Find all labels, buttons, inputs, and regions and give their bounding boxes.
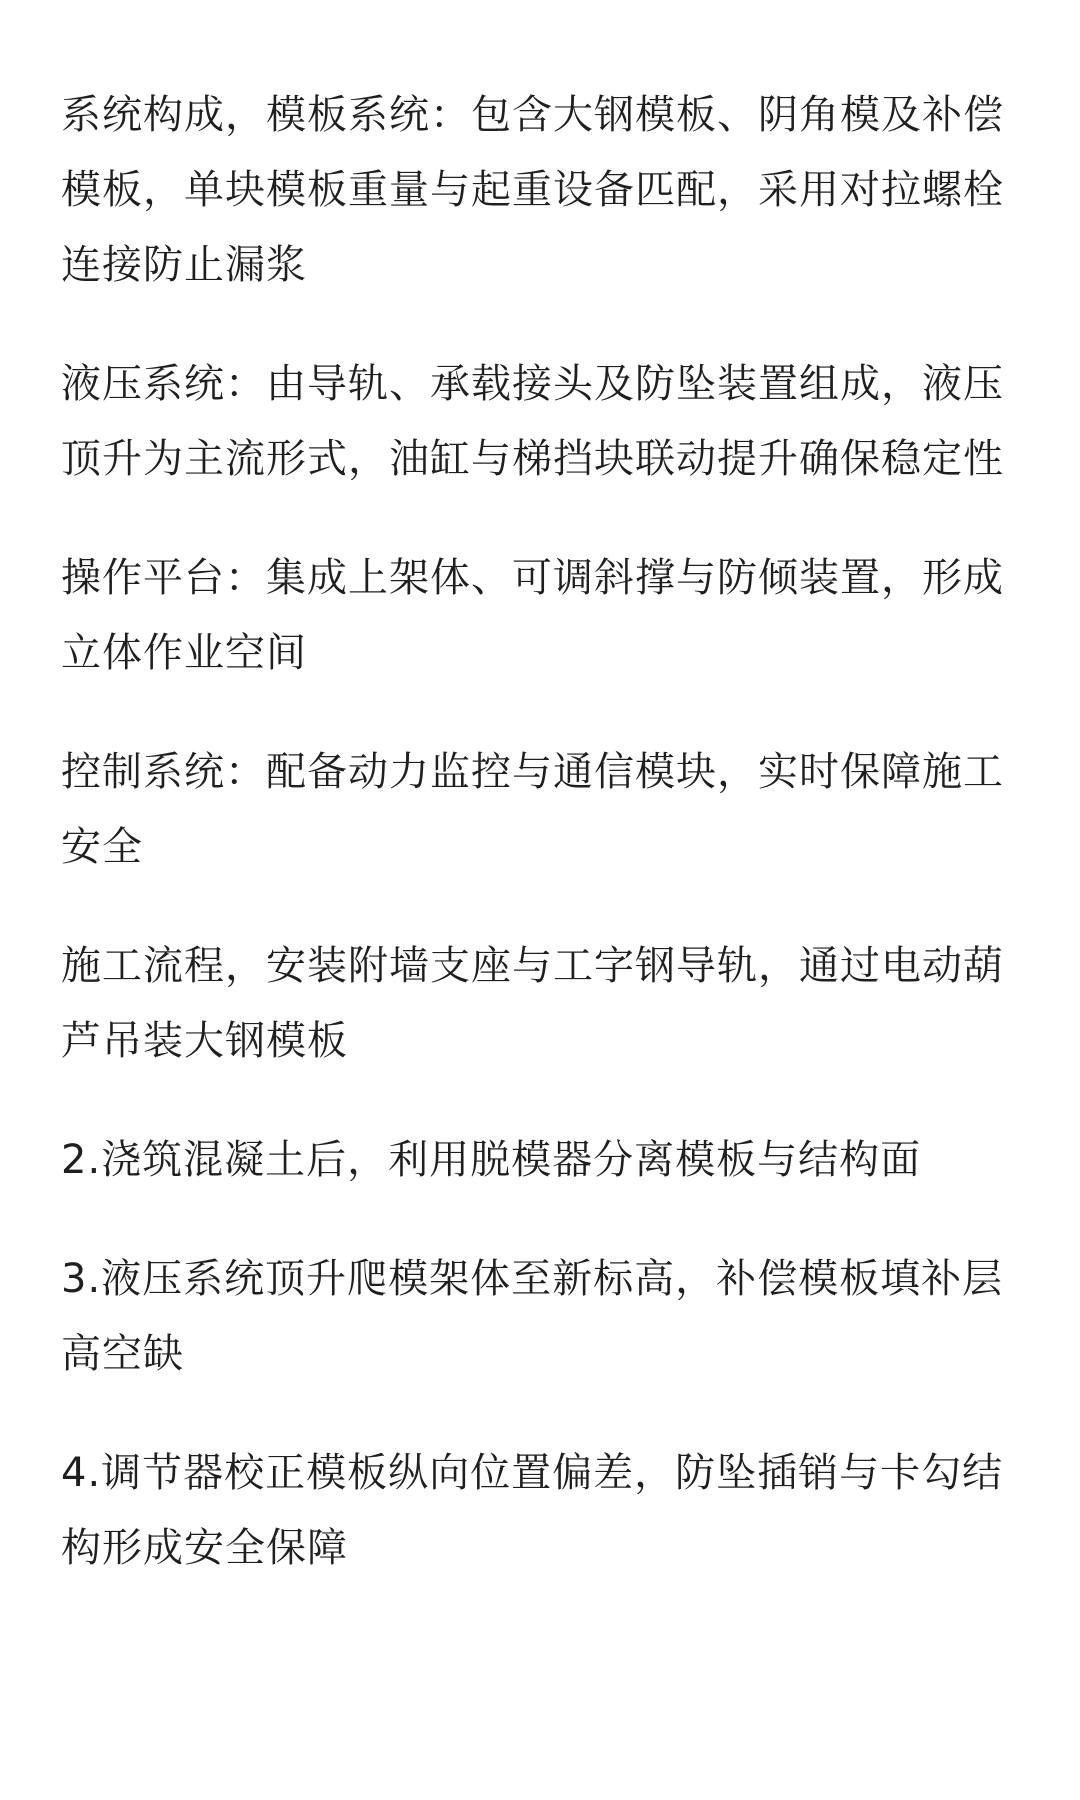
paragraph-control-system: 控制系统：配备动力监控与通信模块，实时保障施工安全 — [61, 749, 1004, 870]
paragraph-step-3: 3.液压系统顶升爬模架体至新标高，补偿模板填补层高空缺 — [61, 1256, 1004, 1377]
paragraph-step-2: 2.浇筑混凝土后，利用脱模器分离模板与结构面 — [61, 1137, 922, 1183]
paragraph-construction-process: 施工流程，安装附墙支座与工字钢导轨，通过电动葫芦吊装大钢模板 — [61, 943, 1004, 1064]
paragraph-step-4: 4.调节器校正模板纵向位置偏差，防坠插销与卡勾结构形成安全保障 — [61, 1450, 1004, 1571]
paragraph-operating-platform: 操作平台：集成上架体、可调斜撑与防倾装置，形成立体作业空间 — [61, 555, 1004, 676]
paragraph-hydraulic-system: 液压系统：由导轨、承载接头及防坠装置组成，液压顶升为主流形式，油缸与梯挡块联动提升确保稳定性 — [61, 361, 1004, 482]
article-body — [61, 78, 1029, 1630]
paragraph-system-composition: 系统构成，模板系统：包含大钢模板、阴角模及补偿模板，单块模板重量与起重设备匹配，采用对拉螺栓连接防止漏浆 — [61, 92, 1004, 288]
